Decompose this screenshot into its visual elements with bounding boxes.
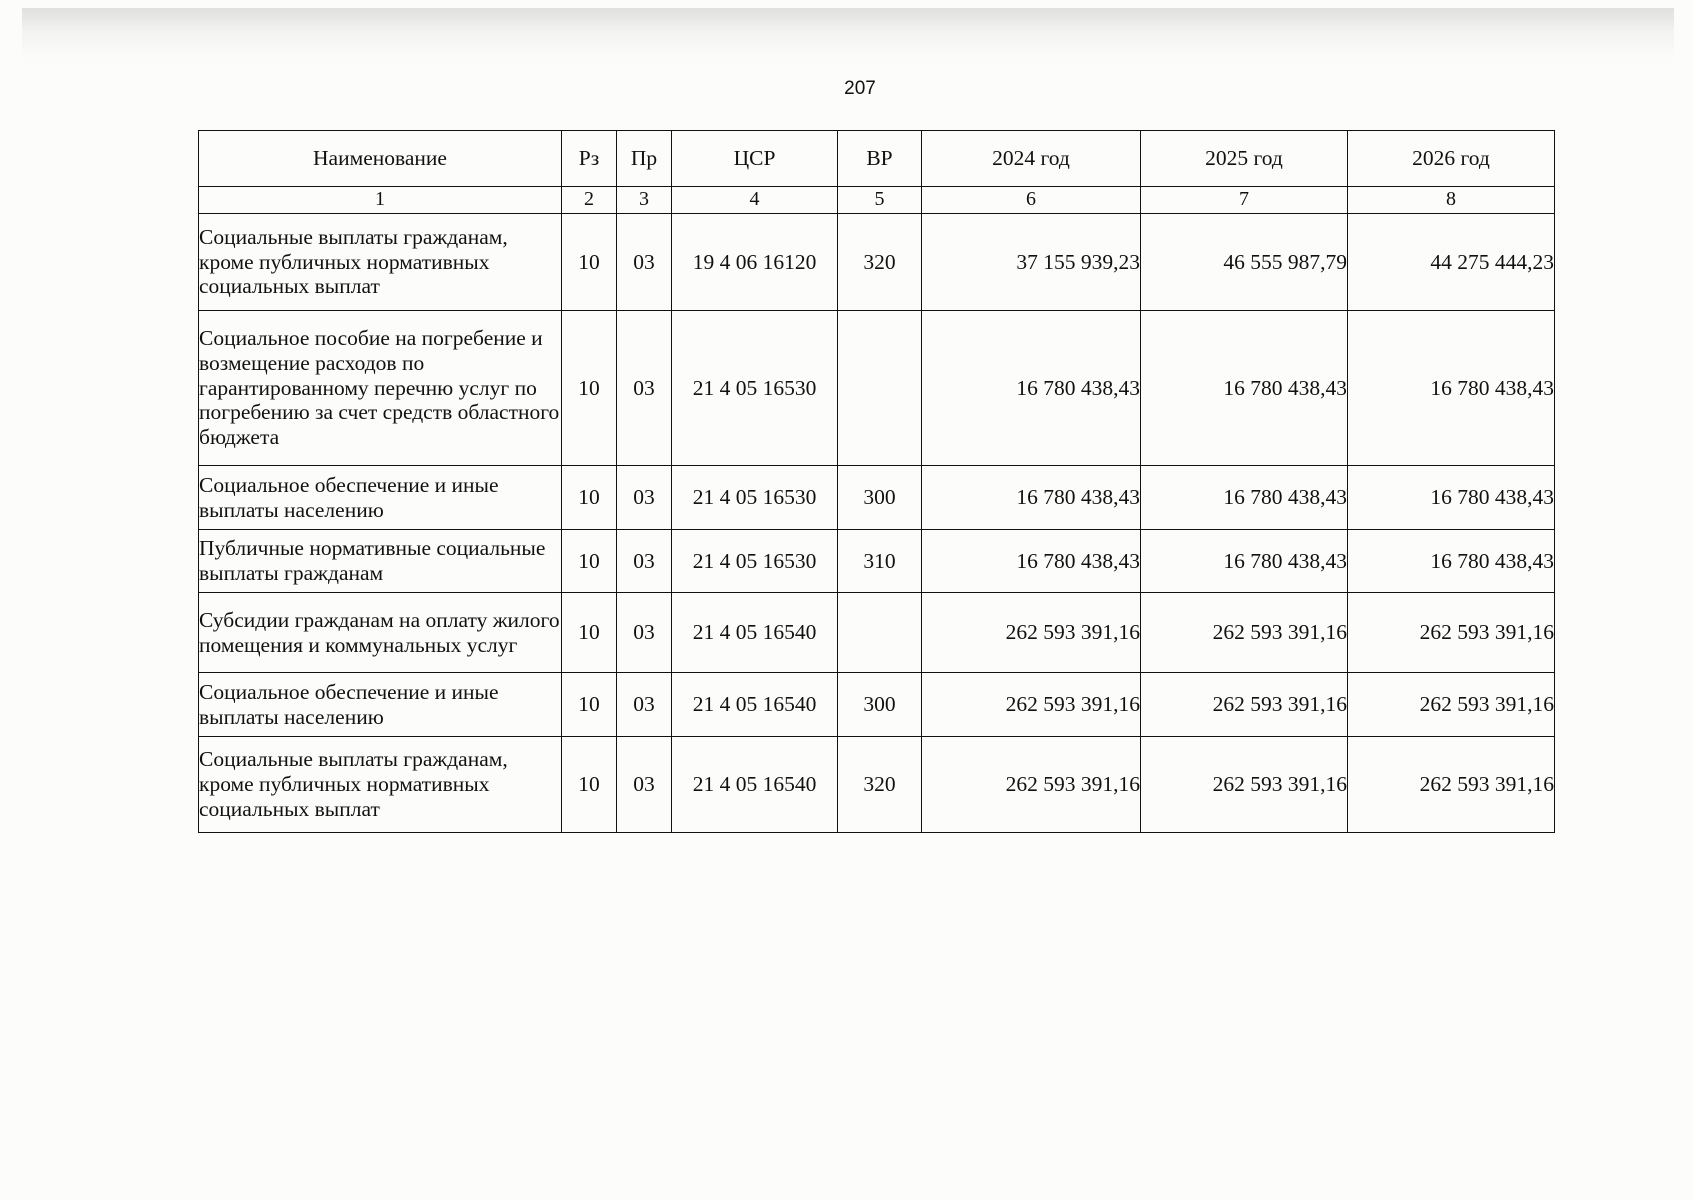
row-name: Публичные нормативные социальные выплаты гражданам: [199, 530, 562, 593]
column-number: 2: [562, 187, 617, 214]
table-row: [199, 737, 1555, 833]
column-number: 3: [617, 187, 672, 214]
column-number: 1: [199, 187, 562, 214]
row-amount-2026: 44 275 444,23: [1348, 214, 1555, 311]
row-name: Социальные выплаты гражданам, кроме публичных нормативных социальных выплат: [199, 214, 562, 311]
row-pr: 03: [617, 737, 672, 833]
row-amount-2024: 16 780 438,43: [922, 466, 1141, 530]
column-number: 5: [838, 187, 922, 214]
table-row: [199, 673, 1555, 737]
row-csr: 21 4 05 16540: [672, 593, 838, 673]
row-csr: 21 4 05 16540: [672, 737, 838, 833]
row-rz: 10: [562, 737, 617, 833]
header-2024: 2024 год: [922, 131, 1141, 187]
row-amount-2026: 16 780 438,43: [1348, 311, 1555, 466]
table-row: [199, 593, 1555, 673]
page-number: 207: [844, 78, 876, 99]
header-csr: ЦСР: [672, 131, 838, 187]
row-rz: 10: [562, 593, 617, 673]
row-amount-2025: 16 780 438,43: [1141, 466, 1348, 530]
row-amount-2026: 262 593 391,16: [1348, 737, 1555, 833]
row-rz: 10: [562, 311, 617, 466]
row-amount-2025: 46 555 987,79: [1141, 214, 1348, 311]
header-rz: Рз: [562, 131, 617, 187]
row-amount-2024: 16 780 438,43: [922, 311, 1141, 466]
row-name: Субсидии гражданам на оплату жилого помещения и коммунальных услуг: [199, 593, 562, 673]
header-pr: Пр: [617, 131, 672, 187]
row-amount-2024: 262 593 391,16: [922, 673, 1141, 737]
header-name: Наименование: [199, 131, 562, 187]
row-amount-2026: 16 780 438,43: [1348, 530, 1555, 593]
column-number: 8: [1348, 187, 1555, 214]
header-2026: 2026 год: [1348, 131, 1555, 187]
row-pr: 03: [617, 673, 672, 737]
row-amount-2025: 262 593 391,16: [1141, 737, 1348, 833]
header-2025: 2025 год: [1141, 131, 1348, 187]
row-pr: 03: [617, 466, 672, 530]
table-row: [199, 214, 1555, 311]
row-name: Социальное обеспечение и иные выплаты населению: [199, 466, 562, 530]
table-row: [199, 311, 1555, 466]
row-amount-2024: 262 593 391,16: [922, 593, 1141, 673]
row-rz: 10: [562, 214, 617, 311]
table-row: [199, 466, 1555, 530]
row-rz: 10: [562, 673, 617, 737]
row-vr: 310: [838, 530, 922, 593]
row-pr: 03: [617, 311, 672, 466]
column-number-row: [199, 187, 1555, 214]
row-amount-2026: 16 780 438,43: [1348, 466, 1555, 530]
header-row: [199, 131, 1555, 187]
column-number: 7: [1141, 187, 1348, 214]
row-csr: 21 4 05 16540: [672, 673, 838, 737]
row-amount-2026: 262 593 391,16: [1348, 673, 1555, 737]
row-csr: 21 4 05 16530: [672, 311, 838, 466]
row-name: Социальное пособие на погребение и возмещение расходов по гарантированному перечню услуг по погребению за счет средств областного бюджета: [199, 311, 562, 466]
row-csr: 21 4 05 16530: [672, 466, 838, 530]
row-amount-2025: 262 593 391,16: [1141, 593, 1348, 673]
row-vr: 320: [838, 214, 922, 311]
row-amount-2024: 262 593 391,16: [922, 737, 1141, 833]
row-pr: 03: [617, 530, 672, 593]
row-rz: 10: [562, 530, 617, 593]
table-row: [199, 530, 1555, 593]
row-amount-2025: 16 780 438,43: [1141, 311, 1348, 466]
row-amount-2025: 262 593 391,16: [1141, 673, 1348, 737]
header-vr: ВР: [838, 131, 922, 187]
row-amount-2024: 37 155 939,23: [922, 214, 1141, 311]
column-number: 6: [922, 187, 1141, 214]
row-vr: 300: [838, 466, 922, 530]
row-name: Социальные выплаты гражданам, кроме публичных нормативных социальных выплат: [199, 737, 562, 833]
row-rz: 10: [562, 466, 617, 530]
row-vr: [838, 311, 922, 466]
scan-shading: [22, 8, 1674, 60]
row-csr: 19 4 06 16120: [672, 214, 838, 311]
row-amount-2024: 16 780 438,43: [922, 530, 1141, 593]
row-vr: 320: [838, 737, 922, 833]
row-name: Социальное обеспечение и иные выплаты населению: [199, 673, 562, 737]
row-amount-2026: 262 593 391,16: [1348, 593, 1555, 673]
column-number: 4: [672, 187, 838, 214]
row-vr: [838, 593, 922, 673]
row-amount-2025: 16 780 438,43: [1141, 530, 1348, 593]
row-pr: 03: [617, 214, 672, 311]
row-csr: 21 4 05 16530: [672, 530, 838, 593]
budget-table: [198, 130, 1555, 833]
row-vr: 300: [838, 673, 922, 737]
row-pr: 03: [617, 593, 672, 673]
